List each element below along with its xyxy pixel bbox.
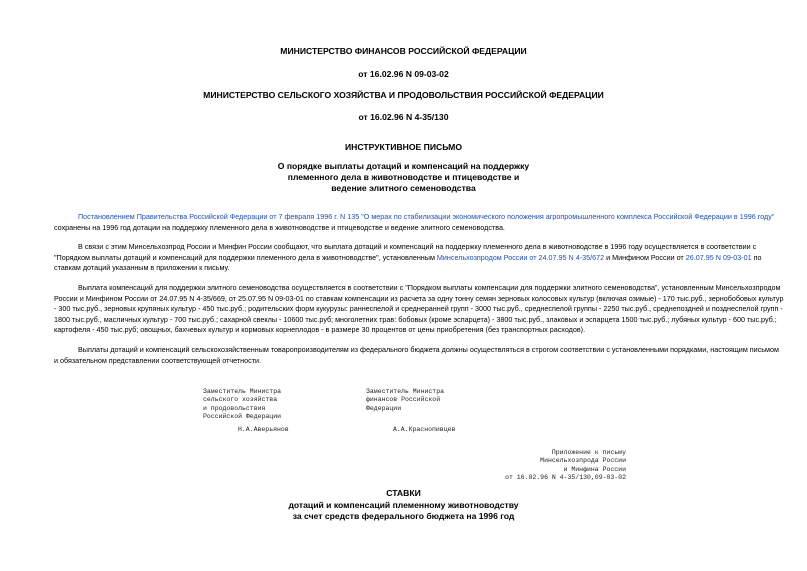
appendix-subtitle-2: за счет средств федерального бюджета на 1996 год [292,511,515,521]
signature-right-title: Заместитель Министра финансов Российской Федерации [366,388,445,412]
appendix-title: СТАВКИ [386,488,421,498]
government-decree-link[interactable]: Постановлением Правительства Российской Федерации от 7 февраля 1996 г. N 135 "О мерах по стабилизации экономического положения агропромышленного комплекса Российской Федерации в 1996 году" [78,212,775,221]
subject-line-2: племенного дела в животноводстве и птицеводстве и [287,172,520,182]
subject-line-1: О порядке выплаты дотаций и компенсаций на поддержку [277,161,530,171]
paragraph-3: Выплата компенсаций для поддержки элитного семеноводства осуществляется в соответствии с "Порядком выплаты компенсации для поддержки элитного семеноводства", установленным Минсельхозпродом России и Минфином России от 24.07.95 N 4-35/669, от 25.07.95 N 09-03-01 по ставкам компенсации из расчета за одну тонну семян зерновых колосовых культур (включая озимые) - 170 тыс.руб., зернобобовых культур - 300 тыс.руб., зерновых крупяных культур - 450 тыс.руб.; родительских форм кукурузы: раннеспелой и среднеранней групп - 3000 тыс.руб., среднеспелой группы - 2250 тыс.руб., среднепоздней и позднеспелой групп - 1800 тыс.руб., масличных культур - 700 тыс.руб.; сахарной свеклы - 10600 тыс.руб; многолетних трав: бобовых (кроме эспарцета) - 3800 тыс.руб., злаковых и эспарцета 1500 тыс.руб.; лубяных культур - 600 тыс.руб.; картофеля - 450 тыс.руб; овощных, бахчевых культур и кормовых корнеплодов - в размере 30 процентов от цены приобретения (без транспортных расходов). [54,283,784,335]
signature-left-name: Н.А.Аверьянов [238,426,289,433]
paragraph-2-text-c: по ставкам дотаций указанным в приложении к письму. [54,252,762,273]
ministry-finance-ref: от 16.02.96 N 09-03-02 [358,69,449,79]
paragraph-2-text-b: и Минфином России от [604,252,686,262]
ministry-agriculture-ref: от 16.02.96 N 4-35/130 [358,112,449,122]
appendix-reference: Приложение к письму Минсельхозпрода России и Минфина России от 16.02.96 N 4-35/130,09-03-02 [505,449,626,482]
ministry-agriculture-title: МИНИСТЕРСТВО СЕЛЬСКОГО ХОЗЯЙСТВА И ПРОДОВОЛЬСТВИЯ РОССИЙСКОЙ ФЕДЕРАЦИИ [203,90,604,100]
paragraph-2-text-a: В связи с этим Минсельхозпрод России и Минфин России сообщают, что выплата дотаций и компенсаций на поддержку племенного дела в животноводстве в 1996 году осуществляется в соответствии с "Порядком выплаты дотаций и компенсаций для поддержки племенного дела в животноводстве", установленным [54,242,757,262]
ministry-finance-title: МИНИСТЕРСТВО ФИНАНСОВ РОССИЙСКОЙ ФЕДЕРАЦИИ [280,46,527,56]
paragraph-1 [54,212,784,233]
paragraph-1-text: сохранены на 1996 год дотации на поддержку племенного дела в животноводстве и птицеводстве и ведение элитного семеноводства. [54,222,505,232]
paragraph-2 [54,242,784,274]
document-type: ИНСТРУКТИВНОЕ ПИСЬМО [344,142,463,152]
appendix-subtitle-1: дотаций и компенсаций племенному животноводству [288,500,519,510]
minfin-order-link[interactable]: 26.07.95 N 09-03-01 [685,252,752,262]
paragraph-4: Выплаты дотаций и компенсаций сельскохозяйственным товаропроизводителям из федерального бюджета должны осуществляться в строгом соответствии с установленными порядками, настоящим письмом и обязательном представлении соответствующей отчетности. [54,345,779,365]
minselkhozprod-order-link[interactable]: Минсельхозпродом России от 24.07.95 N 4-35/672 [436,252,605,262]
subject-line-3: ведение элитного семеноводства [331,183,476,193]
signature-right-name: А.А.Краснопивцев [393,426,456,433]
signature-left-title: Заместитель Министра сельского хозяйства и продовольствия Российской Федерации [203,388,282,421]
